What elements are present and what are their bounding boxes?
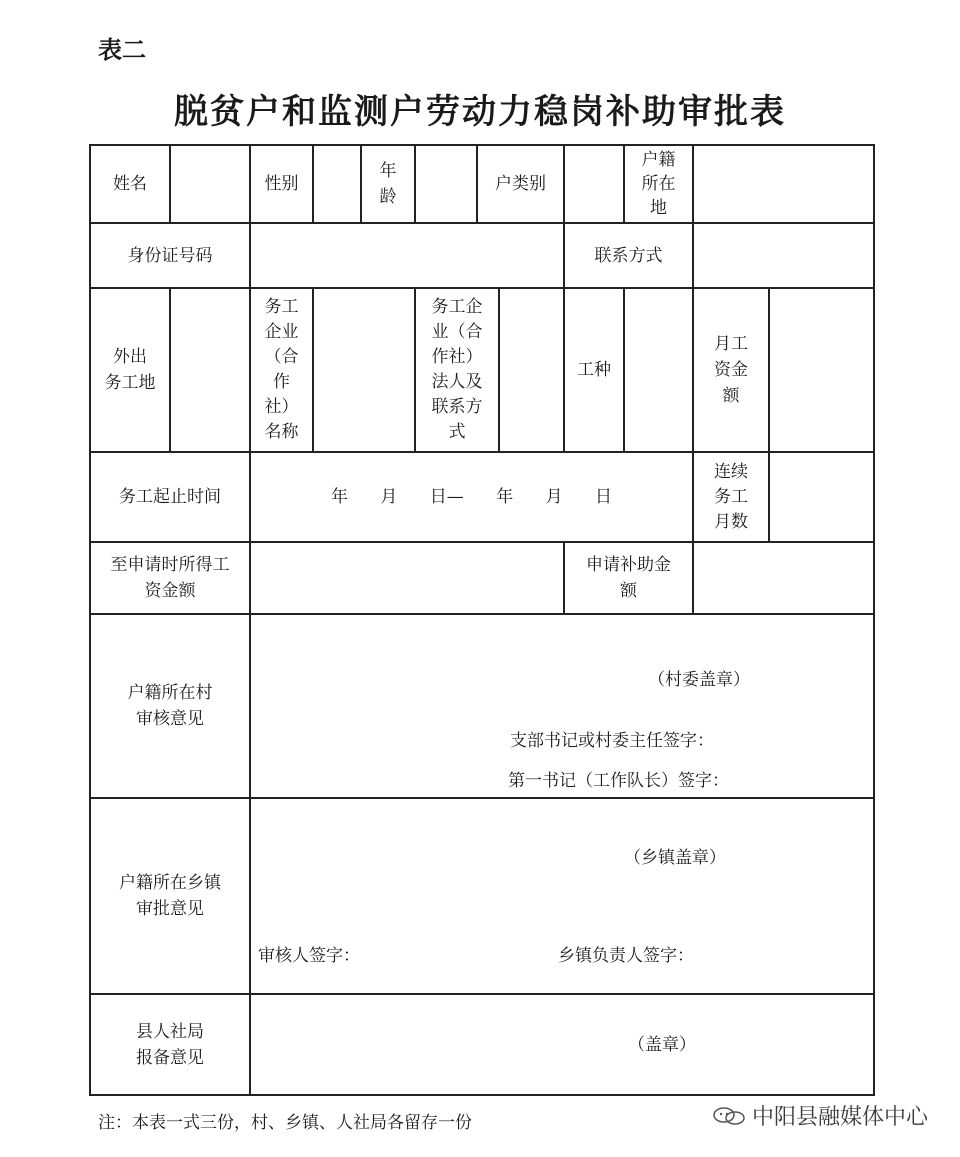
household-registration-field[interactable] xyxy=(694,146,873,222)
id-number-field[interactable] xyxy=(251,224,563,287)
name-label: 姓名 xyxy=(113,174,147,194)
village-review-label: 户籍所在村 审核意见 xyxy=(127,683,213,729)
gender-label: 性别 xyxy=(264,174,299,194)
county-seal: （盖章） xyxy=(628,1035,696,1055)
table-tag: 表二 xyxy=(98,35,146,64)
town-approval-label: 户籍所在乡镇 审批意见 xyxy=(119,873,221,919)
county-opinion-label: 县人社局 报备意见 xyxy=(136,1021,204,1068)
contact-label: 联系方式 xyxy=(594,245,663,266)
monthly-wage-label: 月工 资金 额 xyxy=(714,334,748,406)
company-name-field[interactable] xyxy=(314,289,414,451)
village-seal: （村委盖章） xyxy=(648,670,750,690)
company-legal-label: 务工企 业（合 作社） 法人及 联系方 式 xyxy=(431,297,483,442)
subsidy-amount-field[interactable] xyxy=(694,543,873,613)
table-border-bottom xyxy=(89,1094,875,1096)
consecutive-months-field[interactable] xyxy=(770,453,873,541)
job-type-field[interactable] xyxy=(625,289,692,451)
household-type-field[interactable] xyxy=(565,146,623,222)
age-label: 年 龄 xyxy=(379,161,397,207)
form-title: 脱贫户和监测户劳动力稳岗补助审批表 xyxy=(174,92,786,132)
consecutive-months-label: 连续 务工 月数 xyxy=(714,461,748,532)
work-place-label: 外出 务工地 xyxy=(104,347,156,393)
company-name-label: 务工 企业 （合 作 社） 名称 xyxy=(264,297,299,442)
watermark xyxy=(712,1100,928,1131)
first-secretary-sign[interactable]: 第一书记（工作队长）签字： xyxy=(508,771,729,791)
age-field[interactable] xyxy=(416,146,476,222)
wage-total-field[interactable] xyxy=(251,543,563,613)
id-number-label: 身份证号码 xyxy=(127,245,213,266)
work-period-label: 务工起止时间 xyxy=(119,487,221,507)
table-border-right xyxy=(873,144,875,1096)
work-place-field[interactable] xyxy=(171,289,249,451)
town-leader-sign[interactable]: 乡镇负责人签字： xyxy=(558,946,694,966)
footer-note: 注：本表一式三份，村、乡镇、人社局各留存一份 xyxy=(98,1113,472,1133)
gender-field[interactable] xyxy=(314,146,360,222)
reviewer-sign[interactable]: 审核人签字： xyxy=(258,946,360,966)
work-period-dates[interactable]: 年 月 日— 年 月 日 xyxy=(330,487,613,507)
chat-bubble-icon xyxy=(712,1106,746,1126)
town-seal: （乡镇盖章） xyxy=(624,848,726,868)
secretary-sign[interactable]: 支部书记或村委主任签字： xyxy=(510,731,714,751)
watermark-text: 中阳县融媒体中心 xyxy=(751,1105,928,1130)
monthly-wage-field[interactable] xyxy=(770,289,873,451)
household-type-label: 户类别 xyxy=(495,174,546,194)
job-type-label: 工种 xyxy=(577,360,611,380)
household-registration-label: 户籍 所在 地 xyxy=(641,150,676,218)
name-field[interactable] xyxy=(171,146,249,222)
subsidy-amount-label: 申请补助金 额 xyxy=(586,555,671,601)
wage-total-label: 至申请时所得工 资金额 xyxy=(110,555,230,601)
company-legal-field[interactable] xyxy=(500,289,563,451)
contact-field[interactable] xyxy=(694,224,873,287)
